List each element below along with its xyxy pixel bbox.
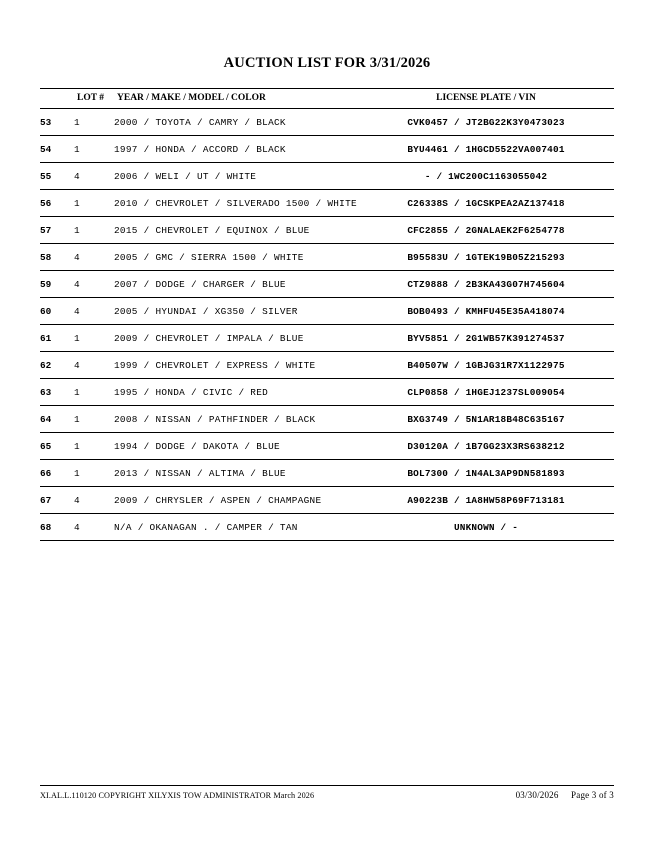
row-number: 65 — [40, 433, 74, 460]
column-header-description: YEAR / MAKE / MODEL / COLOR — [114, 89, 358, 109]
column-header-lot: LOT # — [74, 89, 114, 109]
row-plate-vin: BYV5851 / 2G1WB57K391274537 — [358, 325, 614, 352]
table-row — [40, 379, 614, 406]
table-row — [40, 244, 614, 271]
row-lot: 1 — [74, 190, 114, 217]
footer-date: 03/30/2026 — [515, 790, 559, 800]
row-plate-vin: UNKNOWN / - — [358, 514, 614, 541]
row-lot: 1 — [74, 406, 114, 433]
row-plate-vin: CVK0457 / JT2BG22K3Y0473023 — [358, 109, 614, 136]
row-plate-vin: B40507W / 1GBJG31R7X1122975 — [358, 352, 614, 379]
row-lot: 1 — [74, 136, 114, 163]
row-number: 68 — [40, 514, 74, 541]
row-lot: 1 — [74, 109, 114, 136]
row-description: 2015 / CHEVROLET / EQUINOX / BLUE — [114, 217, 358, 244]
row-description: 1997 / HONDA / ACCORD / BLACK — [114, 136, 358, 163]
table-header — [40, 89, 614, 109]
row-plate-vin: CLP0858 / 1HGEJ1237SL009054 — [358, 379, 614, 406]
row-lot: 1 — [74, 433, 114, 460]
row-number: 67 — [40, 487, 74, 514]
row-description: 1999 / CHEVROLET / EXPRESS / WHITE — [114, 352, 358, 379]
table-row — [40, 460, 614, 487]
table-row — [40, 352, 614, 379]
row-number: 58 — [40, 244, 74, 271]
row-description: 2005 / GMC / SIERRA 1500 / WHITE — [114, 244, 358, 271]
row-lot: 4 — [74, 298, 114, 325]
row-plate-vin: BOL7300 / 1N4AL3AP9DN581893 — [358, 460, 614, 487]
table-row — [40, 487, 614, 514]
row-number: 63 — [40, 379, 74, 406]
row-description: 2013 / NISSAN / ALTIMA / BLUE — [114, 460, 358, 487]
row-lot: 1 — [74, 379, 114, 406]
row-description: 2010 / CHEVROLET / SILVERADO 1500 / WHITE — [114, 190, 358, 217]
row-description: 2009 / CHRYSLER / ASPEN / CHAMPAGNE — [114, 487, 358, 514]
row-plate-vin: CTZ9888 / 2B3KA43G07H745604 — [358, 271, 614, 298]
row-number: 56 — [40, 190, 74, 217]
row-description: 2006 / WELI / UT / WHITE — [114, 163, 358, 190]
footer-page-info — [516, 790, 614, 800]
row-plate-vin: A90223B / 1A8HW58P69F713181 — [358, 487, 614, 514]
row-plate-vin: BYU4461 / 1HGCD5522VA007401 — [358, 136, 614, 163]
row-number: 57 — [40, 217, 74, 244]
row-description: 2000 / TOYOTA / CAMRY / BLACK — [114, 109, 358, 136]
row-description: 2007 / DODGE / CHARGER / BLUE — [114, 271, 358, 298]
row-plate-vin: BOB0493 / KMHFU45E35A418074 — [358, 298, 614, 325]
row-lot: 4 — [74, 163, 114, 190]
row-number: 62 — [40, 352, 74, 379]
table-row — [40, 298, 614, 325]
row-plate-vin: D30120A / 1B7GG23X3RS638212 — [358, 433, 614, 460]
row-number: 54 — [40, 136, 74, 163]
row-lot: 4 — [74, 244, 114, 271]
table-row — [40, 217, 614, 244]
table-row — [40, 406, 614, 433]
row-description: N/A / OKANAGAN . / CAMPER / TAN — [114, 514, 358, 541]
page-content — [40, 0, 614, 842]
table-row — [40, 109, 614, 136]
footer-copyright: XI.AL.L.110120 COPYRIGHT XILYXIS TOW ADMINISTRATOR March 2026 — [40, 791, 315, 800]
row-description: 2008 / NISSAN / PATHFINDER / BLACK — [114, 406, 358, 433]
row-number: 66 — [40, 460, 74, 487]
column-header-number — [40, 89, 74, 109]
row-description: 2005 / HYUNDAI / XG350 / SILVER — [114, 298, 358, 325]
table-row — [40, 433, 614, 460]
column-header-plate-vin: LICENSE PLATE / VIN — [358, 89, 614, 109]
row-number: 64 — [40, 406, 74, 433]
table-row — [40, 325, 614, 352]
row-lot: 4 — [74, 271, 114, 298]
row-plate-vin: C26338S / 1GCSKPEA2AZ137418 — [358, 190, 614, 217]
footer-page-number: Page 3 of 3 — [571, 790, 614, 800]
table-header-row — [40, 89, 614, 109]
row-number: 53 — [40, 109, 74, 136]
row-number: 60 — [40, 298, 74, 325]
row-number: 61 — [40, 325, 74, 352]
row-lot: 4 — [74, 487, 114, 514]
table-row — [40, 190, 614, 217]
row-lot: 1 — [74, 325, 114, 352]
page-footer — [40, 785, 614, 800]
auction-table — [40, 88, 614, 541]
page-title: AUCTION LIST FOR 3/31/2026 — [223, 55, 431, 71]
row-plate-vin: BXG3749 / 5N1AR18B48C635167 — [358, 406, 614, 433]
table-row — [40, 514, 614, 541]
row-lot: 4 — [74, 514, 114, 541]
row-plate-vin: B95583U / 1GTEK19B05Z215293 — [358, 244, 614, 271]
row-number: 59 — [40, 271, 74, 298]
row-lot: 4 — [74, 352, 114, 379]
row-description: 1995 / HONDA / CIVIC / RED — [114, 379, 358, 406]
row-lot: 1 — [74, 217, 114, 244]
row-plate-vin: CFC2855 / 2GNALAEK2F6254778 — [358, 217, 614, 244]
row-number: 55 — [40, 163, 74, 190]
table-row — [40, 163, 614, 190]
row-plate-vin: - / 1WC200C1163055042 — [358, 163, 614, 190]
table-row — [40, 271, 614, 298]
row-description: 1994 / DODGE / DAKOTA / BLUE — [114, 433, 358, 460]
table-row — [40, 136, 614, 163]
table-body — [40, 109, 614, 541]
row-description: 2009 / CHEVROLET / IMPALA / BLUE — [114, 325, 358, 352]
row-lot: 1 — [74, 460, 114, 487]
